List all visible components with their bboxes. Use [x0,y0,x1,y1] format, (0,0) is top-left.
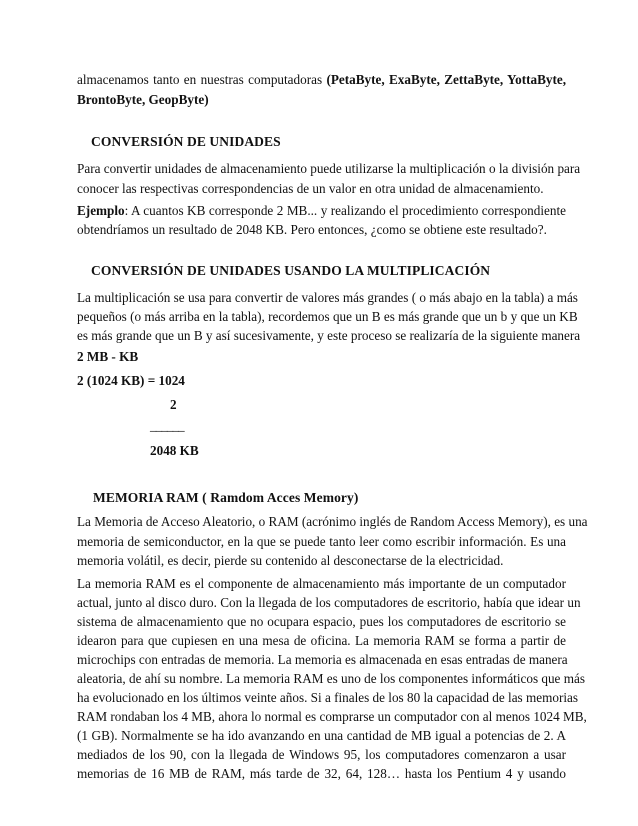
example-text: : A cuantos KB corresponde 2 MB... y realizando el procedimiento correspondiente [124,203,566,218]
intro-text: almacenamos tanto en nuestras computadoras [77,72,323,87]
paragraph-line: Para convertir unidades de almacenamiento puede utilizarse la multiplicación o la división para [77,161,581,176]
section-heading-conversion: CONVERSIÓN DE UNIDADES [91,134,281,149]
paragraph-line: La multiplicación se usa para convertir de valores más grandes ( o más abajo en la tabla) a más [77,290,578,305]
example-line-1 [77,203,566,219]
paragraph-line: ha evolucionado en los últimos veinte años. Si a finales de los 80 la capacidad de las memorias [77,690,578,705]
paragraph-line: RAM rondaban los 4 MB, ahora lo normal es comprarse un computador con al menos 1024 MB, [77,709,587,724]
calc-line-1: 2 MB - KB [77,349,139,364]
example-label: Ejemplo [77,203,125,218]
paragraph-line: sistema de almacenamiento que no ocupara espacio, pues los computadores de escritorio se [77,614,566,629]
paragraph-line: memoria volátil, es decir, pierde su contenido al desconectarse de la electricidad. [77,553,504,568]
section-heading-ram: MEMORIA RAM ( Ramdom Acces Memory) [93,490,359,505]
paragraph-line: La Memoria de Acceso Aleatorio, o RAM (acrónimo inglés de Random Access Memory), es una [77,514,588,529]
paragraph-line: es más grande que un B y así sucesivamente, y este proceso se realizaría de la siguiente manera [77,328,581,343]
paragraph-line: idearon para que cupiesen en una mesa de oficina. La memoria RAM se forma a partir de [77,633,566,648]
paragraph-line: conocer las respectivas correspondencias de un valor en otra unidad de almacenamiento. [77,181,544,196]
paragraph-line: (1 GB). Normalmente se ha ido avanzando en una cantidad de MB igual a potencias de 2. A [77,728,566,743]
paragraph-line: mediados de los 90, con la llegada de Windows 95, los computadores comenzaron a usar [77,747,566,762]
paragraph-line: pequeños (o más arriba en la tabla), recordemos que un B es más grande que un b y que un KB [77,309,578,324]
paragraph-line: memoria de semiconductor, en la que se puede tanto leer como escribir información. Es una [77,534,566,549]
calc-rule: ______ [150,418,184,433]
intro-line-2: BrontoByte, GeopByte) [77,92,209,107]
intro-bold-list: (PetaByte, ExaByte, ZettaByte, YottaByte, [326,72,567,87]
calc-multiplier: 2 [170,397,177,412]
paragraph-line: aleatoria, de ahí su nombre. La memoria RAM es uno de los componentes informáticos que más [77,671,585,686]
section-heading-multiplication: CONVERSIÓN DE UNIDADES USANDO LA MULTIPLICACIÓN [91,263,491,278]
calc-line-2: 2 (1024 KB) = 1024 [77,373,185,388]
paragraph-line: memorias de 16 MB de RAM, más tarde de 32, 64, 128… hasta los Pentium 4 y usando [77,766,566,781]
paragraph-line: microchips con entradas de memoria. La memoria es almacenada en esas entradas de manera [77,652,568,667]
paragraph-line: actual, junto al disco duro. Con la llegada de los computadores de escritorio, había que idear un [77,595,581,610]
example-line-2: obtendríamos un resultado de 2048 KB. Pero entonces, ¿como se obtiene este resultado?. [77,222,547,237]
intro-line-1 [77,72,566,88]
paragraph-line: La memoria RAM es el componente de almacenamiento más importante de un computador [77,576,566,591]
calc-result: 2048 KB [150,443,199,458]
